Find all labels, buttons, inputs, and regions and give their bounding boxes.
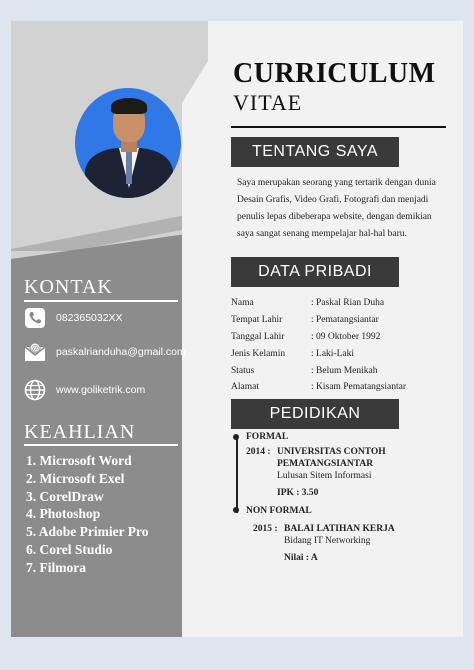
personal-row: [231, 362, 406, 379]
contact-phone: [24, 307, 123, 329]
contact-heading: KONTAK: [24, 276, 113, 298]
personal-label: Tanggal Lahir: [231, 331, 285, 342]
formal-year: 2014 :: [246, 447, 271, 457]
phone-text: 082365032XX: [56, 312, 123, 324]
personal-row: [231, 345, 406, 362]
personal-label: Status: [231, 365, 255, 376]
personal-value: : Kisam Pematangsiantar: [311, 382, 406, 393]
personal-row: [231, 379, 406, 396]
about-heading: TENTANG SAYA: [231, 137, 399, 167]
phone-icon: [24, 307, 46, 329]
personal-row: [231, 312, 406, 329]
skill-item: 2. Microsoft Exel: [26, 470, 125, 486]
nonformal-label: NON FORMAL: [246, 506, 312, 516]
svg-text:@: @: [30, 344, 40, 353]
personal-heading: DATA PRIBADI: [231, 257, 399, 287]
website-text: www.goliketrik.com: [56, 384, 146, 396]
formal-school-line1: UNIVERSITAS CONTOH: [277, 447, 386, 457]
about-text: Saya merupakan seorang yang tertarik dengan dunia Desain Grafis, Video Grafi, Fotografi dan menjadi penulis lepas dibeberapa website, dengan demikian saya sangat senang mempelajar hal-hal baru.: [237, 178, 436, 239]
email-icon: [24, 341, 46, 363]
skill-item: 4. Photoshop: [26, 506, 101, 522]
profile-photo: [75, 88, 181, 198]
personal-value: : Laki-Laki: [311, 348, 354, 359]
personal-value: : Pematangsiantar: [311, 315, 379, 326]
personal-value: : Paskal Rian Duha: [311, 298, 385, 309]
personal-label: Alamat: [231, 382, 259, 393]
nonformal-field: Bidang IT Networking: [284, 536, 371, 546]
personal-value: : 09 Oktober 1992: [311, 331, 381, 342]
cv-title: CURRICULUM: [233, 58, 436, 89]
personal-table: [231, 295, 406, 396]
formal-school-line2: PEMATANGSIANTAR: [277, 459, 374, 469]
timeline-dot: [233, 507, 239, 513]
skills-list: [26, 452, 148, 577]
contact-divider: [24, 300, 178, 302]
personal-label: Nama: [231, 298, 254, 309]
timeline-line: [236, 439, 238, 513]
skills-divider: [24, 444, 178, 446]
personal-value: : Belum Menikah: [311, 365, 378, 376]
formal-label: FORMAL: [246, 432, 289, 442]
nonformal-score: Nilai : A: [284, 553, 318, 563]
skill-item: 7. Filmora: [26, 559, 86, 575]
education-heading: PEDIDIKAN: [231, 399, 399, 429]
formal-score: IPK : 3.50: [277, 488, 319, 498]
personal-row: [231, 329, 406, 346]
nonformal-year: 2015 :: [253, 524, 278, 534]
personal-label: Jenis Kelamin: [231, 348, 286, 359]
nonformal-school: BALAI LATIHAN KERJA: [284, 524, 395, 534]
title-divider: [231, 126, 446, 128]
formal-major: Lulusan Sitem Informasi: [277, 471, 372, 481]
personal-label: Tempat Lahir: [231, 315, 283, 326]
cv-subtitle: VITAE: [233, 90, 303, 115]
skill-item: 1. Microsoft Word: [26, 453, 132, 468]
timeline-dot: [233, 434, 239, 440]
skill-item: 3. CorelDraw: [26, 488, 104, 504]
email-text: paskalrianduha@gmail.com: [56, 346, 186, 358]
skill-item: 5. Adobe Primier Pro: [26, 524, 149, 540]
contact-email: [24, 341, 186, 363]
globe-icon: [24, 379, 46, 401]
skills-heading: KEAHLIAN: [24, 421, 136, 443]
skill-item: 6. Corel Studio: [26, 541, 113, 557]
contact-website: [24, 379, 145, 401]
personal-row: [231, 295, 406, 312]
